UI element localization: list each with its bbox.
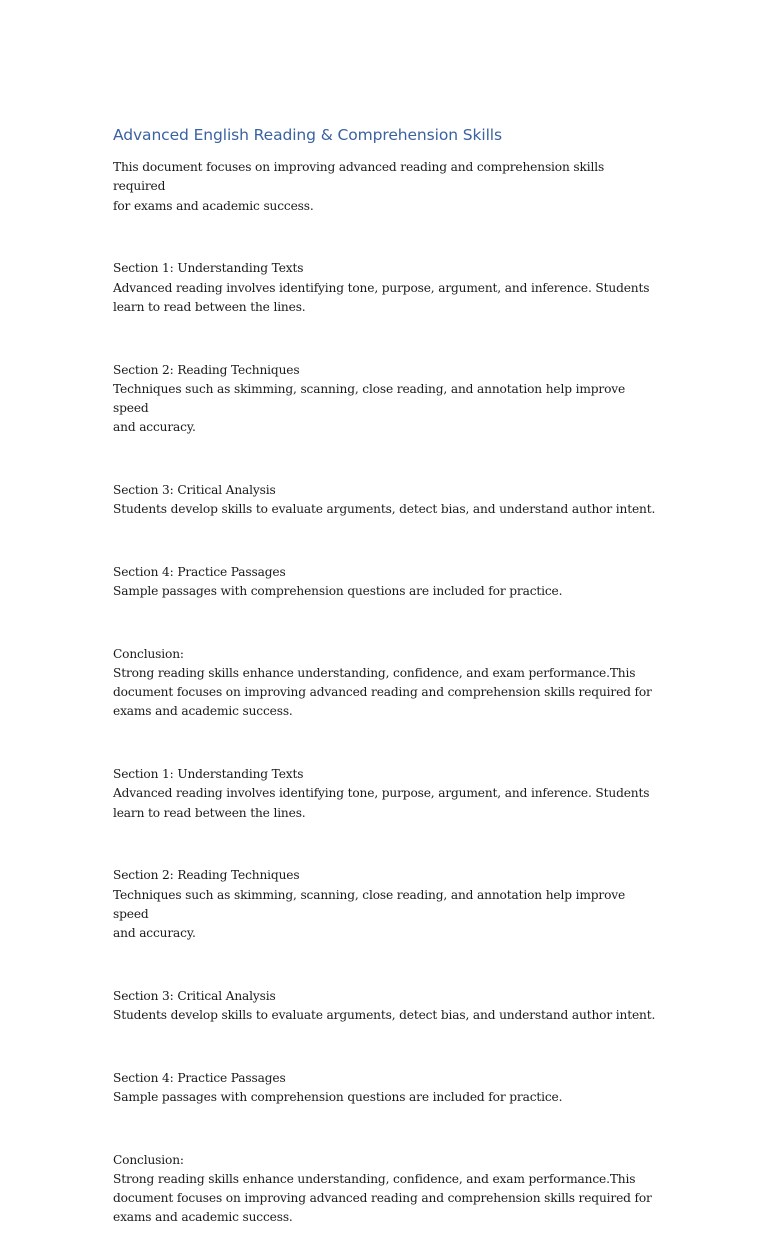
paragraph-gap (113, 329, 658, 348)
conclusion-paragraph-repeat: Conclusion: Strong reading skills enhance understanding, confidence, and exam performance.This document focuses on improving advanced reading and comprehension skills required for exams and academic success. (113, 1152, 652, 1225)
section-practice-passages: Section 4: Practice Passages Sample passages with comprehension questions are included for practice. (113, 564, 563, 599)
document-title: Advanced English Reading & Comprehension Skills (113, 126, 502, 144)
section-understanding-texts: Section 1: Understanding Texts Advanced reading involves identifying tone, purpose, argument, and inference. Students learn to read between the lines. (113, 261, 650, 314)
paragraph-gap (113, 734, 658, 753)
section-practice-passages-repeat: Section 4: Practice Passages Sample passages with comprehension questions are included for practice. (113, 1070, 563, 1104)
conclusion-paragraph: Conclusion: Strong reading skills enhance understanding, confidence, and exam performance.This document focuses on improving advanced reading and comprehension skills required for exams and academic success. (113, 646, 652, 719)
document-body (113, 124, 658, 1240)
paragraph-gap (113, 955, 658, 974)
section-understanding-texts-repeat: Section 1: Understanding Texts Advanced reading involves identifying tone, purpose, argument, and inference. Students learn to read between the lines. (113, 767, 650, 820)
paragraph-gap (113, 450, 658, 469)
paragraph-gap (113, 1037, 658, 1056)
section-critical-analysis: Section 3: Critical Analysis Students develop skills to evaluate arguments, detect bias, and understand author intent. (113, 482, 656, 517)
section-critical-analysis-repeat: Section 3: Critical Analysis Students develop skills to evaluate arguments, detect bias, and understand author intent. (113, 988, 656, 1022)
document-text (113, 158, 658, 1227)
intro-paragraph: This document focuses on improving advanced reading and comprehension skills required for exams and academic success. (113, 160, 605, 213)
section-reading-techniques: Section 2: Reading Techniques Techniques such as skimming, scanning, close reading, and annotation help improve speed and accuracy. (113, 362, 626, 435)
paragraph-gap (113, 532, 658, 551)
paragraph-gap (113, 228, 658, 247)
paragraph-gap (113, 1119, 658, 1138)
section-reading-techniques-repeat: Section 2: Reading Techniques Techniques such as skimming, scanning, close reading, and annotation help improve speed and accuracy. (113, 868, 626, 940)
paragraph-gap (113, 613, 658, 632)
paragraph-gap (113, 835, 658, 854)
